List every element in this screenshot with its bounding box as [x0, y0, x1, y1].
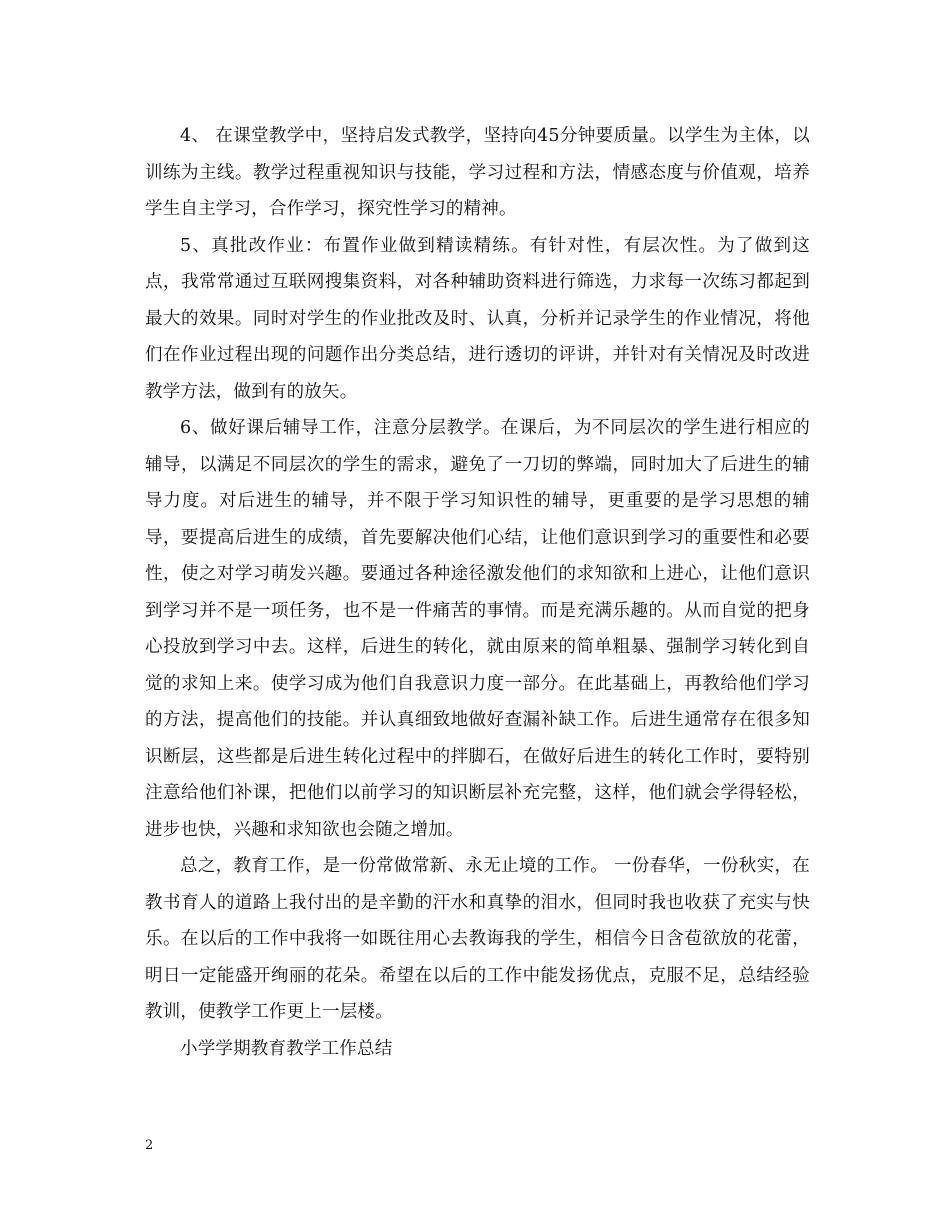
paragraph-conclusion: 总之，教育工作，是一份常做常新、永无止境的工作。 一份春华，一份秋实，在教书育人的道路上我付出的是辛勤的汗水和真挚的泪水，但同时我也收获了充实与快乐。在以后的工作中我将一如既往用心去教诲我的学生，相信今日含苞欲放的花蕾，明日一定能盛开绚丽的花朵。希望在以后的工作中能发扬优点，克服不足，总结经验教训，使教学工作更上一层楼。 [145, 856, 810, 1022]
next-section-title: 小学学期教育教学工作总结 [180, 1038, 393, 1059]
page-number: 2 [145, 1138, 154, 1153]
paragraph-item-6: 6、做好课后辅导工作，注意分层教学。在课后，为不同层次的学生进行相应的辅导，以满足不同层次的学生的需求，避免了一刀切的弊端，同时加大了后进生的辅导力度。对后进生的辅导，并不限于学习知识性的辅导，更重要的是学习思想的辅导，要提高后进生的成绩，首先要解决他们心结，让他们意识到学习的重要性和必要性，使之对学习萌发兴趣。要通过各种途径激发他们的求知欲和上进心，让他们意识到学习并不是一项任务，也不是一件痛苦的事情。而是充满乐趣的。从而自觉的把身心投放到学习中去。这样，后进生的转化，就由原来的简单粗暴、强制学习转化到自觉的求知上来。使学习成为他们自我意识力度一部分。在此基础上，再教给他们学习的方法，提高他们的技能。并认真细致地做好查漏补缺工作。后进生通常存在很多知识断层，这些都是后进生转化过程中的拌脚石，在做好后进生的转化工作时，要特别注意给他们补课，把他们以前学习的知识断层补充完整，这样，他们就会学得轻松，进步也快，兴趣和求知欲也会随之增加。 [145, 418, 810, 840]
document-body [145, 118, 810, 1067]
paragraph-item-5: 5、真批改作业：布置作业做到精读精练。有针对性，有层次性。为了做到这点，我常常通过互联网搜集资料，对各种辅助资料进行筛选，力求每一次练习都起到最大的效果。同时对学生的作业批改及时、认真，分析并记录学生的作业情况，将他们在作业过程出现的问题作出分类总结，进行透切的评讲，并针对有关情况及时改进教学方法，做到有的放矢。 [145, 235, 810, 402]
paragraph-item-4: 4、 在课堂教学中，坚持启发式教学，坚持向45分钟要质量。以学生为主体，以训练为主线。教学过程重视知识与技能，学习过程和方法，情感态度与价值观，培养学生自主学习，合作学习，探究性学习的精神。 [145, 126, 810, 219]
